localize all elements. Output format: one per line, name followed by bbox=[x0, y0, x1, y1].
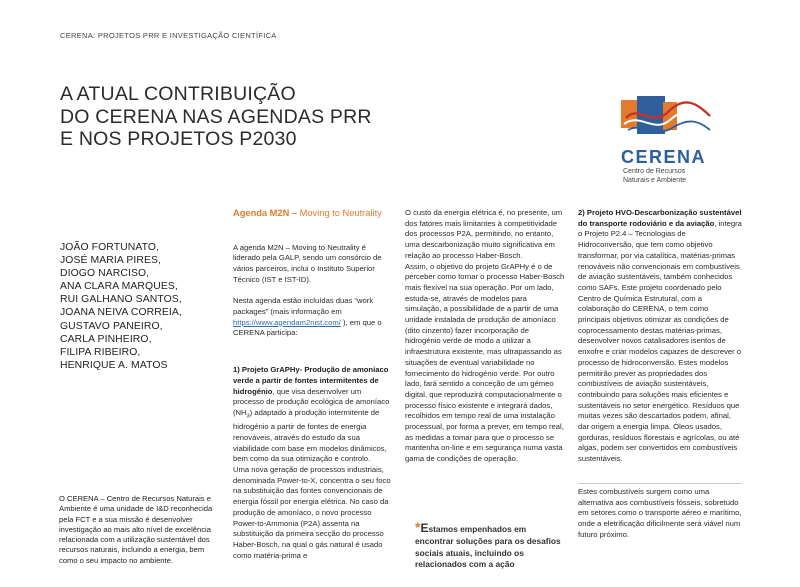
column-agenda-m2n bbox=[233, 208, 393, 561]
about-lead: O CERENA – bbox=[59, 494, 107, 503]
author: FILIPA RIBEIRO, bbox=[60, 346, 141, 358]
paragraph: Assim, o objetivo do projeto GrAPHy é o de perceber como tornar o processo Haber-Bosch mais flexível na sua operação. Por um lado, estuda-se, através de modelos para simulação, a possibilidade de a partir de uma unidade instalada de produção de amoníaco (dito cinzento) fazer incorporação de hidrogénio verde de modo a utilizar a infraestrutura existente, mas ultrapassando as situações de eventual variabilidade no fornecimento do hidrogénio verde. Por outro lado, fará sentido a conceção de um gémeo digital, que reproduzirá computacionalmente o processo físico existente e integrará dados, recolhidos em tempo real de uma instalação processual, por forma a prever, em tempo real, as medidas a tomar para que o processo se mantenha on-line e em segurança numa vasta gama de condições de operação. bbox=[405, 261, 565, 464]
author: JOANA NEIVA CORREIA, bbox=[60, 307, 182, 319]
project-heading: 1) Projeto GrAPHy- Produção de amoníaco verde a partir de fontes intermitentes de hidrogénio bbox=[233, 365, 389, 396]
author: RUI GALHANO SANTOS, bbox=[60, 294, 182, 306]
title-line: E NOS PROJETOS P2030 bbox=[60, 128, 297, 150]
title-line: DO CERENA NAS AGENDAS PRR bbox=[60, 105, 372, 128]
paragraph bbox=[578, 208, 742, 465]
title-line: A ATUAL CONTRIBUIÇÃO bbox=[60, 83, 296, 105]
logo-subtitle-line: Naturais e Ambiente bbox=[623, 176, 687, 184]
logo-wordmark: CERENA bbox=[621, 147, 707, 167]
subscript: 3 bbox=[246, 413, 250, 420]
author-list bbox=[60, 241, 210, 372]
paragraph-text: , integra o Projeto P2.4 – Tecnologias de Hidroconversão, que tem como objetivo transformar, por via catalítica, matérias-primas renováveis não convencionais em combustíveis de aviação sustentáveis, também conhecidos como SAFs. Este projeto coordenado pelo Centro de Química Estrutural, com a colaboração do CERENA, o tem como principais objetivos otimizar as condições de coprocessamento destas matérias-primas, desenvolver novos catalisadores isentos de enxofre e criar modelos capazes de descrever o processo de hidroconversão. Estes modelos permitirão prever as propriedades dos combustíveis de aviação sustentáveis, contribuindo para soluções mais eficientes e sustentáveis no setor energético. Resíduos que muitas vezes são descartados podem, afinal, dar origem a energia limpa. Óleos usados, gorduras, resíduos florestais e agrícolas, ou até algas, podem ser convertidos em combustíveis sustentáveis. bbox=[578, 218, 742, 464]
author: GUSTAVO PANEIRO, bbox=[60, 320, 163, 332]
heading-bold: Agenda M2N – bbox=[233, 208, 300, 218]
project-heading: 2) Projeto HVO-Descarbonização sustentável do transporte rodoviário e da aviação bbox=[578, 208, 742, 228]
pull-quote bbox=[415, 519, 565, 571]
logo-subtitle bbox=[623, 168, 686, 185]
logo-subtitle-line: Centro de Recursos bbox=[623, 168, 686, 175]
paragraph-text: ) adaptado à produção intermitente de hidrogénio a partir de fontes de energia renováveis, através do estudo da sua viabilidade com base em modelos dinâmicos, bem como da sua otimização e controlo. bbox=[233, 407, 387, 464]
paragraph-text: Nesta agenda estão incluídas duas “work packages” (mais informação em bbox=[233, 296, 374, 317]
paragraph bbox=[233, 365, 393, 465]
heading-rest: Moving to Neutrality bbox=[299, 208, 382, 218]
quote-drop-letter: E bbox=[420, 521, 429, 535]
quote-asterisk: * bbox=[415, 519, 421, 535]
column-graphy bbox=[405, 208, 565, 465]
paragraph-text: ), em que o CERENA participa: bbox=[233, 317, 382, 338]
author: CARLA PINHEIRO, bbox=[60, 333, 152, 345]
column-divider bbox=[578, 483, 742, 484]
quote-text: stamos empenhados em encontrar soluções para os desafios sociais atuais, incluindo os relacionados com a ação bbox=[415, 524, 561, 570]
about-text: Centro de Recursos Naturais e Ambiente é uma unidade de I&D reconhecida pela FCT e a sua missão é desenvolver investigação ao mais alto nível de excelência relacionada com a utilização sustentável dos recursos naturais, incluindo a energia, bem como o seu impacto no ambiente. bbox=[59, 494, 213, 565]
about-cerena bbox=[59, 494, 223, 566]
author: DIOGO NARCISO, bbox=[60, 268, 150, 280]
column-hvo bbox=[578, 208, 742, 465]
author: JOÃO FORTUNATO, bbox=[60, 242, 160, 253]
author: JOSÉ MARIA PIRES, bbox=[60, 255, 162, 267]
author: ANA CLARA MARQUES, bbox=[60, 281, 178, 293]
article-title bbox=[60, 83, 400, 151]
paragraph: Estes combustíveis surgem como uma alternativa aos combustíveis fósseis, sobretudo em setores como o transporte aéreo e marítimo, onde a eletrificação dificilmente será viável num futuro próximo. bbox=[578, 487, 742, 539]
section-heading bbox=[233, 208, 393, 220]
running-header: CERENA: PROJETOS PRR E INVESTIGAÇÃO CIENTÍFICA bbox=[60, 31, 277, 40]
paragraph: Uma nova geração de processos industriais, denominada Power-to-X, concentra o seu foco na substituição das fontes convencionais de energia fóssil por energia elétrica. No caso da produção de amoníaco, o novo processo Power-to-Ammonia (P2A) assenta na substituição da primeira secção do processo Haber-Bosch, na qual o gás natural é usado como matéria-prima e bbox=[233, 464, 391, 560]
paragraph-text: , que visa desenvolver um processo de produção ecológica de amoníaco (NH bbox=[233, 386, 390, 417]
paragraph bbox=[233, 296, 393, 339]
paragraph: O custo da energia elétrica é, no presente, um dos fatores mais limitantes à competitividade dos processos P2A, permitindo, no entanto, uma descarbonização muito significativa em relação ao processo Haber-Bosch. bbox=[405, 208, 563, 260]
column-hvo-continued bbox=[578, 487, 742, 541]
agenda-link[interactable]: https://www.agendam2nist.com/ bbox=[233, 317, 341, 327]
paragraph: A agenda M2N – Moving to Neutrality é liderado pela GALP, sendo um consórcio de vários parceiros, inclui o Instituto Superior Técnico (IST e IST-ID). bbox=[233, 242, 382, 284]
author: HENRIQUE A. MATOS bbox=[60, 359, 168, 371]
